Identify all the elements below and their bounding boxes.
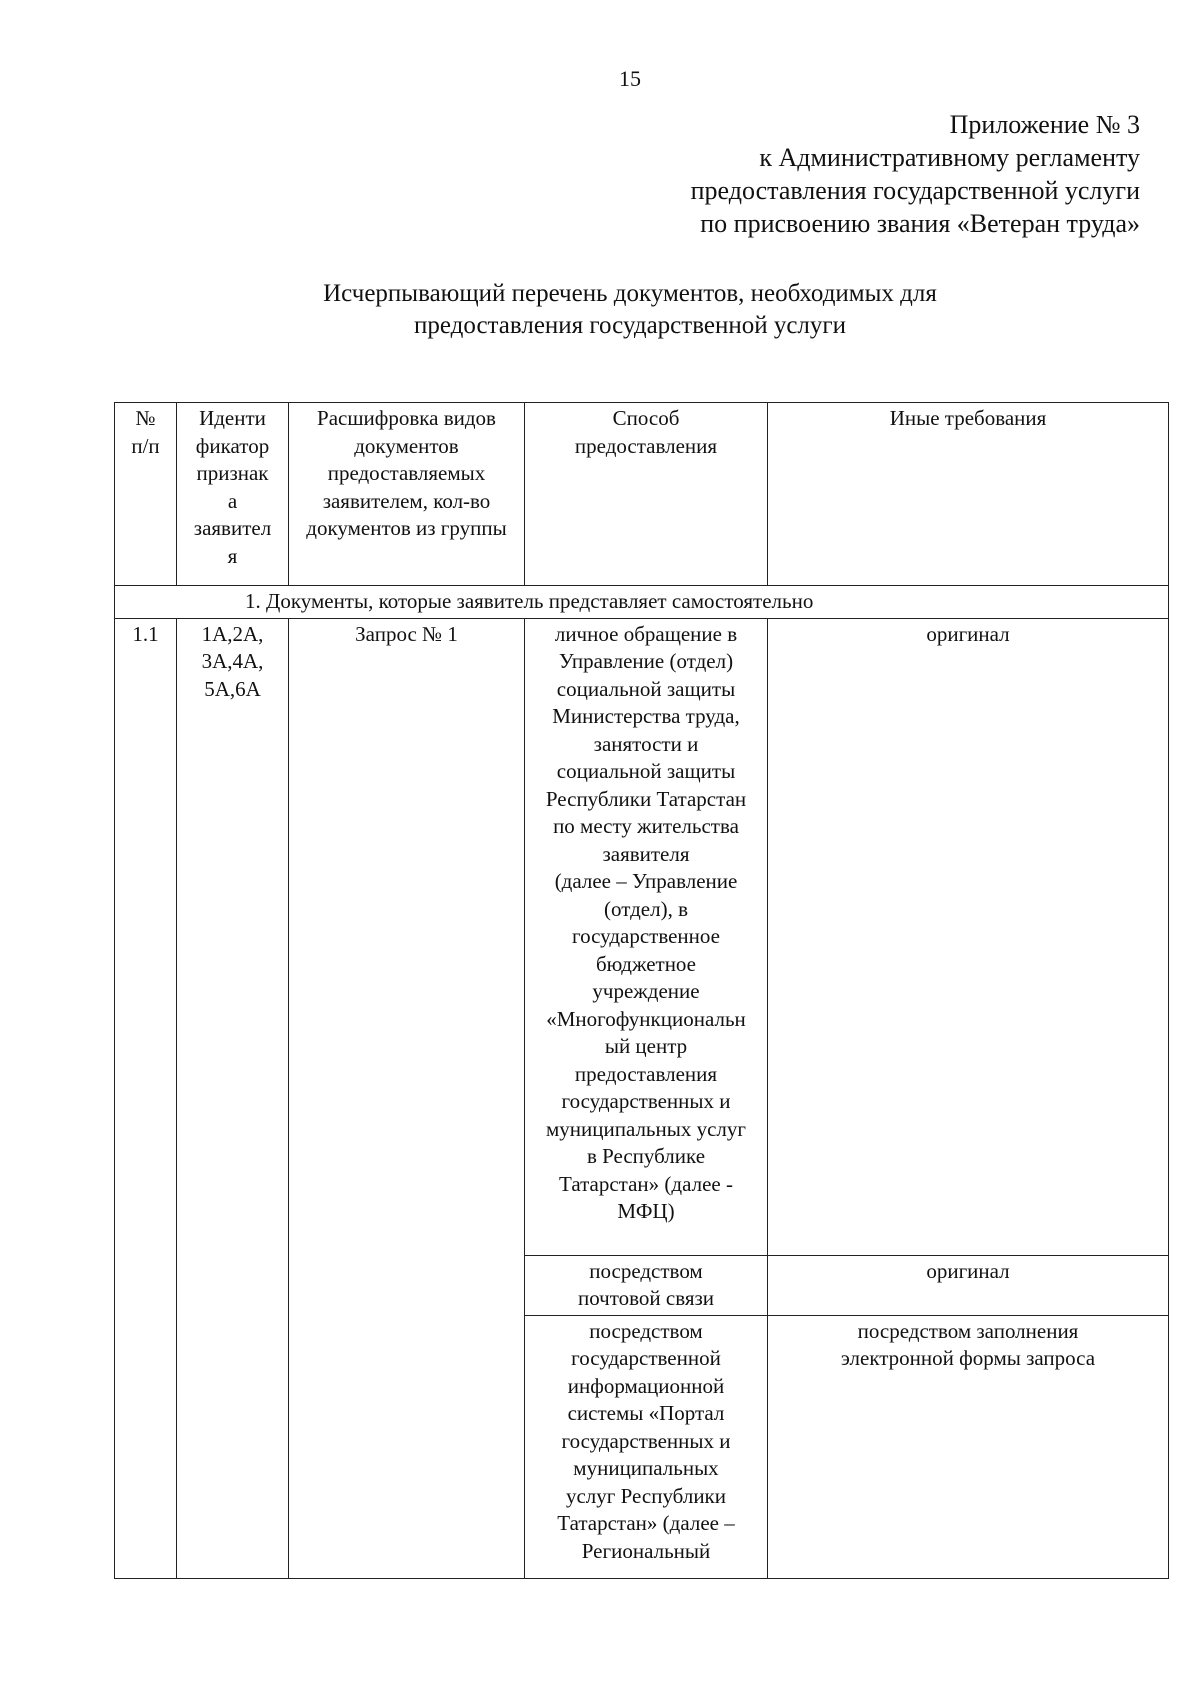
method-line: занятости и	[593, 731, 699, 756]
method-line: Управление (отдел)	[558, 649, 734, 673]
method-line: (отдел), в	[603, 896, 688, 921]
method-line: государственное	[571, 924, 720, 948]
section-row	[115, 586, 1169, 619]
method-line: Региональный	[581, 1538, 711, 1563]
identifier-line: 5А,6А	[204, 676, 261, 701]
appendix-line: предоставления государственной услуги	[690, 176, 1140, 205]
header-line: документов из группы	[306, 516, 507, 540]
method-post	[525, 1255, 768, 1315]
method-line: посредством	[589, 1258, 703, 1283]
requirement-post	[768, 1255, 1169, 1315]
title-line: предоставления государственной услуги	[413, 312, 847, 339]
requirement-in-person	[768, 618, 1169, 1255]
header-line: Иные требования	[889, 406, 1047, 430]
method-line: государственных и	[561, 1428, 731, 1453]
method-line: Министерства труда,	[552, 704, 740, 728]
header-line: заявителем, кол-во	[322, 488, 491, 513]
header-line: Расшифровка видов	[317, 406, 496, 430]
method-line: по месту жительства	[553, 814, 739, 838]
table-row	[115, 618, 1169, 1255]
header-line: №	[135, 406, 156, 430]
method-line: МФЦ)	[617, 1199, 675, 1223]
method-line: социальной защиты	[556, 676, 736, 701]
appendix-line: к Административному регламенту	[759, 143, 1140, 172]
documents-table	[114, 402, 1169, 1579]
header-line: я	[227, 543, 238, 568]
method-line: предоставления	[574, 1061, 718, 1086]
header-line: предоставляемых	[327, 461, 486, 485]
method-portal	[525, 1315, 768, 1578]
method-line: учреждение	[592, 979, 700, 1003]
appendix-line: по присвоению звания «Ветеран труда»	[700, 209, 1140, 238]
method-in-person	[525, 618, 768, 1255]
row-number: 1.1	[115, 618, 177, 1578]
header-number	[115, 403, 177, 586]
method-line: муниципальных услуг	[545, 1116, 747, 1141]
requirement-portal	[768, 1315, 1169, 1578]
requirement-line: оригинал	[926, 1258, 1010, 1283]
requirement-line: оригинал	[926, 621, 1010, 646]
method-line: «Многофункциональн	[546, 1006, 746, 1031]
method-line: ый центр	[604, 1034, 688, 1058]
requirement-line: посредством заполнения	[857, 1318, 1079, 1343]
page-number: 15	[619, 66, 641, 91]
method-line: Татарстан» (далее –	[557, 1511, 735, 1535]
header-identifier	[177, 403, 289, 586]
method-line: в Республике	[586, 1144, 706, 1168]
header-line: п/п	[131, 433, 160, 458]
row-identifier	[177, 618, 289, 1578]
header-line: документов	[354, 433, 459, 458]
method-line: услуг Республики	[565, 1483, 726, 1508]
document-title	[170, 278, 1090, 342]
method-line: бюджетное	[595, 951, 697, 976]
title-line: Исчерпывающий перечень документов, необходимых для	[323, 280, 937, 307]
row-document: Запрос № 1	[289, 618, 525, 1578]
method-line: Республики Татарстан	[545, 786, 747, 811]
method-line: личное обращение в	[554, 621, 738, 646]
method-line: почтовой связи	[577, 1286, 715, 1310]
header-line: заявител	[193, 516, 272, 540]
method-line: государственной	[571, 1346, 721, 1370]
method-line: муниципальных	[573, 1456, 719, 1480]
header-line: предоставления	[574, 433, 718, 458]
header-line: признак	[196, 461, 269, 485]
header-document-types	[289, 403, 525, 586]
header-method	[525, 403, 768, 586]
identifier-line: 3А,4А,	[201, 649, 264, 673]
method-line: социальной защиты	[556, 759, 736, 783]
appendix-line: Приложение № 3	[949, 110, 1140, 139]
identifier-line: 1А,2А,	[201, 621, 264, 646]
method-line: системы «Портал	[567, 1401, 725, 1425]
method-line: заявителя	[602, 841, 690, 866]
header-other-requirements	[768, 403, 1169, 586]
table-header-row	[115, 403, 1169, 586]
method-line: государственных и	[561, 1089, 731, 1113]
section-title: 1. Документы, которые заявитель представляет самостоятельно	[115, 586, 1169, 619]
header-line: Способ	[612, 406, 680, 430]
method-line: Татарстан» (далее -	[559, 1171, 733, 1196]
method-line: посредством	[589, 1318, 703, 1343]
header-line: Иденти	[199, 406, 266, 430]
method-line: информационной	[567, 1373, 725, 1398]
method-line: (далее – Управление	[554, 869, 738, 893]
header-line: фикатор	[195, 433, 270, 458]
requirement-line: электронной формы запроса	[840, 1346, 1096, 1370]
appendix-header	[691, 108, 1140, 240]
header-line: а	[227, 488, 238, 513]
